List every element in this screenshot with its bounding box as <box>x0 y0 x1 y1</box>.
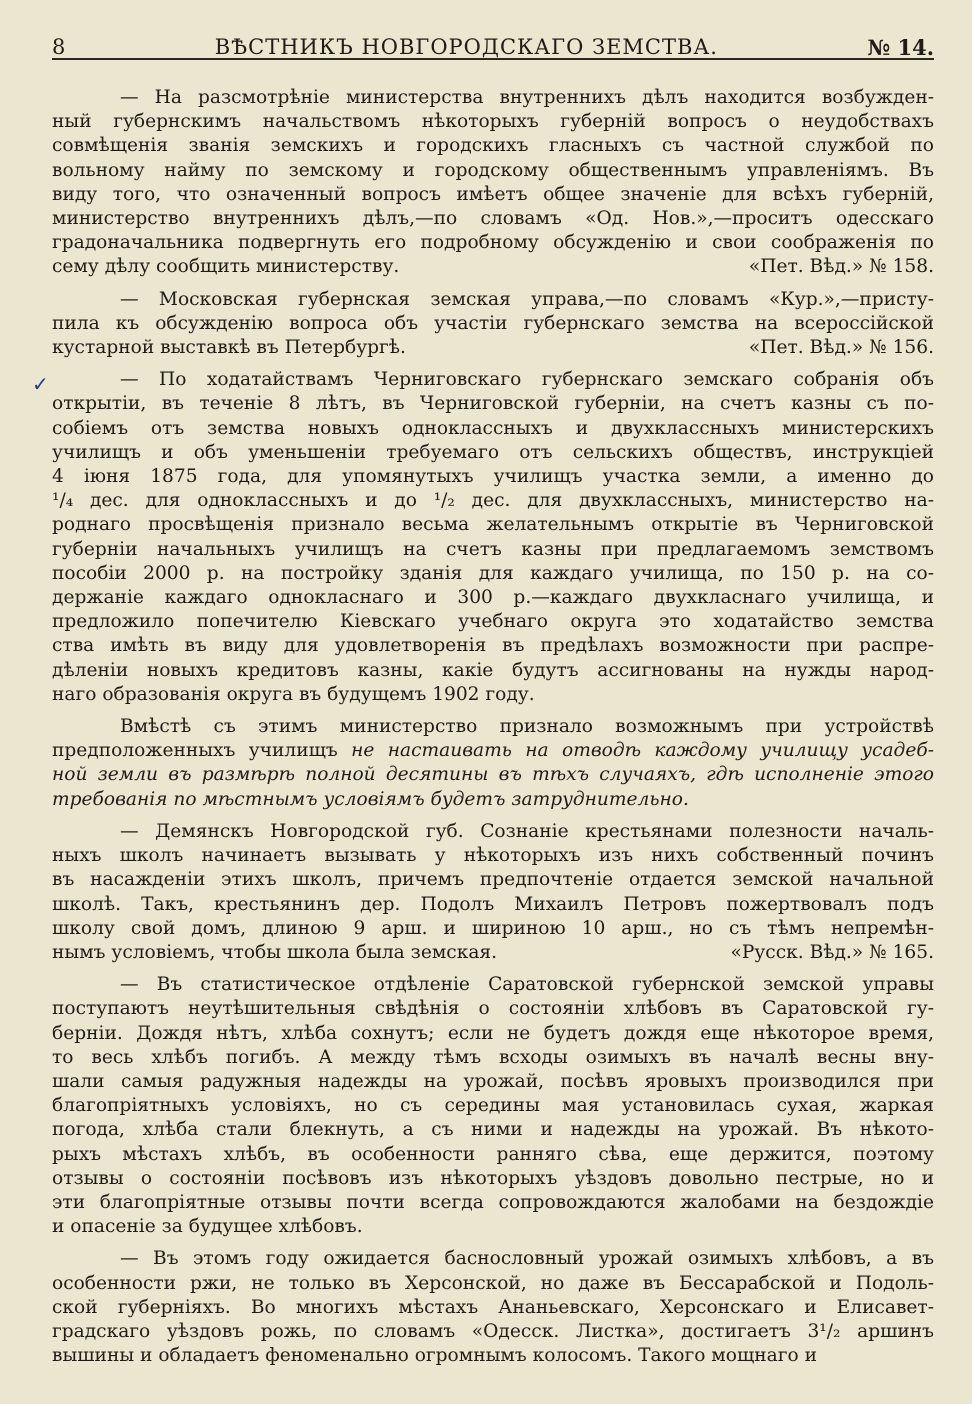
line-text: эти благопріятные отзывы почти всегда сопровождаются жалобами на бездождіе <box>52 1191 934 1213</box>
article-body <box>52 86 934 1376</box>
text-line <box>52 941 934 965</box>
line-text: наго образованія округа въ будущемъ 1902 году. <box>52 683 535 705</box>
line-text: ства имѣть въ виду для удовлетворенія въ предѣлахъ возможности при распре- <box>52 635 934 657</box>
article-paragraph <box>52 715 934 812</box>
text-line <box>52 715 934 739</box>
text-line <box>52 368 934 392</box>
line-text: предложило попечителю Кіевскаго учебнаго округа это ходатайство земства <box>52 611 934 633</box>
text-line <box>52 336 934 360</box>
line-text: отзывы о состояніи посѣвовъ изъ нѣкоторыхъ уѣздовъ довольно пестрые, но и <box>52 1167 934 1189</box>
text-line <box>52 868 934 892</box>
text-line <box>52 183 934 207</box>
line-text: — Московская губернская земская управа,—по словамъ «Кур.»,—присту- <box>120 288 934 310</box>
line-text: въ насажденіи этихъ школъ, причемъ предпочтеніе отдается земской начальной <box>52 869 934 891</box>
text-line <box>52 1167 934 1191</box>
line-text: губерніи начальныхъ училищъ на счетъ казны при предлагаемомъ земствомъ <box>52 538 934 560</box>
text-line <box>52 1344 934 1368</box>
text-line <box>52 1320 934 1344</box>
line-text: особенности ржи, не только въ Херсонской, но даже въ Бессарабской и Подоль- <box>52 1272 934 1294</box>
article-paragraph <box>52 86 934 280</box>
text-line <box>52 1215 934 1239</box>
line-text: градоначальника подвергнуть его подробному обсужденію и свои соображенія по <box>52 232 934 254</box>
line-text: — Въ этомъ году ожидается баснословный урожай озимыхъ хлѣбовъ, а въ <box>120 1248 934 1270</box>
source-citation: «Пет. Вѣд.» № 156. <box>748 337 934 359</box>
line-text: ныхъ школъ начинаетъ вызывать у нѣкоторыхъ изъ нихъ собственный починъ <box>52 845 934 867</box>
line-text: — По ходатайствамъ Черниговскаго губернскаго земскаго собранія объ <box>120 369 934 391</box>
text-line <box>52 1070 934 1094</box>
text-line <box>52 312 934 336</box>
text-line <box>52 1143 934 1167</box>
line-text: министерство внутреннихъ дѣлъ,—по словамъ «Од. Нов.»,—проситъ одесскаго <box>52 208 934 230</box>
article-paragraph <box>52 368 934 707</box>
article-paragraph <box>52 1247 934 1368</box>
line-text: вольному найму по земскому и городскому общественнымъ управленіямъ. Въ <box>52 159 934 181</box>
line-text: — Демянскъ Новгородской губ. Сознаніе крестьянами полезности началь- <box>120 820 934 842</box>
line-text: берніи. Дождя нѣтъ, хлѣба сохнутъ; если не будетъ дождя еще нѣкоторое время, <box>52 1022 934 1044</box>
text-line <box>52 659 934 683</box>
line-text: шали самыя радужныя надежды на урожай, посѣвъ яровыхъ производился при <box>52 1070 934 1092</box>
text-line <box>52 159 934 183</box>
text-line <box>52 844 934 868</box>
text-line <box>52 110 934 134</box>
article-paragraph <box>52 288 934 361</box>
line-text: 4 іюня 1875 года, для упомянутыхъ училищъ участка земли, а именно до <box>52 466 934 488</box>
line-text: собіемъ отъ земства новыхъ одноклассныхъ и двухклассныхъ министерскихъ <box>52 417 934 439</box>
text-line <box>52 1118 934 1142</box>
text-line <box>52 893 934 917</box>
line-text: нымъ условіемъ, чтобы школа была земская. <box>52 941 498 963</box>
text-line <box>52 417 934 441</box>
text-line <box>52 1046 934 1070</box>
text-line <box>52 610 934 634</box>
line-text: благопріятныхъ условіяхъ, но съ середины мая установилась сухая, жаркая <box>52 1095 934 1117</box>
header-rule <box>52 58 934 60</box>
line-text: школѣ. Такъ, крестьянинъ дер. Подолъ Михаилъ Петровъ пожертвовалъ подъ <box>52 893 934 915</box>
text-line <box>52 586 934 610</box>
italic-text: не настаивать на отводѣ каждому училищу усадеб- <box>351 740 934 762</box>
line-text: пила къ обсужденію вопроса объ участіи губернскаго земства на всероссійской <box>52 312 934 334</box>
line-text: виду того, что означенный вопросъ имѣетъ общее значеніе для всѣхъ губерній, <box>52 183 934 205</box>
text-line <box>52 1247 934 1271</box>
line-text: рыхъ мѣстахъ хлѣбъ, въ особенности ранняго сѣва, еще держится, поэтому <box>52 1143 934 1165</box>
line-text: предположенныхъ училищъ <box>52 740 338 762</box>
text-line <box>52 820 934 844</box>
line-text: то весь хлѣбъ погибъ. А между тѣмъ всходы озимыхъ въ началѣ весны вну- <box>52 1046 934 1068</box>
line-text: градскаго уѣздовъ рожь, по словамъ «Одесск. Листка», достигаетъ 3¹/₂ аршинъ <box>52 1320 934 1342</box>
line-text: поступаютъ неутѣшительныя свѣдѣнія о состояніи хлѣбовъ въ Саратовской гу- <box>52 998 934 1020</box>
text-line <box>52 683 934 707</box>
line-text: и опасеніе за будущее хлѣбовъ. <box>52 1216 363 1238</box>
page-number: 8 <box>52 35 66 59</box>
italic-text: ной земли въ размѣрѣ полной десятины въ тѣхъ случаяхъ, гдѣ исполненіе этого <box>52 764 934 786</box>
line-text: ¹/₄ дес. для одноклассныхъ и до ¹/₂ дес. для двухклассныхъ, министерство на- <box>52 490 934 512</box>
text-line <box>52 392 934 416</box>
text-line <box>52 288 934 312</box>
text-line <box>52 739 934 763</box>
page-header <box>52 22 934 58</box>
issue-number: № 14. <box>867 35 934 60</box>
text-line <box>52 1272 934 1296</box>
line-text: роднаго просвѣщенія признало весьма желательнымъ открытіе въ Черниговской <box>52 514 934 536</box>
text-line <box>52 562 934 586</box>
line-text: — На разсмотрѣніе министерства внутреннихъ дѣлъ находится возбужден- <box>120 87 934 108</box>
line-text: ный губернскимъ начальствомъ нѣкоторыхъ губерній вопросъ о неудобствахъ <box>52 111 934 133</box>
text-line <box>52 441 934 465</box>
text-line <box>52 207 934 231</box>
line-text: — Въ статистическое отдѣленіе Саратовской губернской земской управы <box>120 974 934 996</box>
text-line <box>52 788 934 812</box>
line-text: Вмѣстѣ съ этимъ министерство признало возможнымъ при устройствѣ <box>120 716 934 738</box>
line-text: совмѣщенія званія земскихъ и городскихъ гласныхъ съ частной службой по <box>52 135 934 157</box>
text-line <box>52 513 934 537</box>
line-text: кустарной выставкѣ въ Петербургѣ. <box>52 337 406 359</box>
article-paragraph <box>52 973 934 1239</box>
text-line <box>52 1094 934 1118</box>
text-line <box>52 997 934 1021</box>
text-line <box>52 465 934 489</box>
line-text: училищъ и объ уменьшеніи требуемаго отъ сельскихъ обществъ, инструкціей <box>52 441 934 463</box>
line-text: дѣленіи новыхъ кредитовъ казны, какіе будутъ ассигнованы на нужды народ- <box>52 659 934 681</box>
text-line <box>52 134 934 158</box>
line-text: погода, хлѣба стали блекнуть, а съ ними и надежды на урожай. Въ нѣкото- <box>52 1119 934 1141</box>
line-text: сему дѣлу сообщить министерству. <box>52 256 400 278</box>
text-line <box>52 86 934 110</box>
text-line <box>52 255 934 279</box>
source-citation: «Русск. Вѣд.» № 165. <box>730 941 934 963</box>
line-text: вышины и обладаетъ феноменально огромнымъ колосомъ. Такого мощнаго и <box>52 1345 817 1367</box>
text-line <box>52 231 934 255</box>
text-line <box>52 634 934 658</box>
line-text: пособіи 2000 р. на постройку зданія для каждаго училища, по 150 р. на со- <box>52 562 934 584</box>
text-line <box>52 1022 934 1046</box>
line-text: открытіи, въ теченіе 8 лѣтъ, въ Черниговской губерніи, на счетъ казны съ по- <box>52 393 934 415</box>
line-text: держаніе каждаго одноклаcнаго и 300 р.—каждаго двухклаcнаго училища, и <box>52 587 934 609</box>
text-line <box>52 917 934 941</box>
italic-text: требованія по мѣстнымъ условіямъ будетъ затруднительно. <box>52 788 689 810</box>
margin-check-mark: ✓ <box>32 372 49 396</box>
source-citation: «Пет. Вѣд.» № 158. <box>748 256 934 278</box>
journal-title: ВѢСТНИКЪ НОВГОРОДСКАГО ЗЕМСТВА. <box>214 35 718 59</box>
text-line <box>52 1296 934 1320</box>
article-paragraph <box>52 820 934 965</box>
text-line <box>52 489 934 513</box>
text-line <box>52 538 934 562</box>
line-text: ской губерніяхъ. Во многихъ мѣстахъ Ананьевскаго, Херсонскаго и Елисавет- <box>52 1296 934 1318</box>
text-line <box>52 763 934 787</box>
text-line <box>52 1191 934 1215</box>
text-line <box>52 973 934 997</box>
line-text: школу свой домъ, длиною 9 арш. и шириною 10 арш., но съ тѣмъ непремѣн- <box>52 917 934 939</box>
